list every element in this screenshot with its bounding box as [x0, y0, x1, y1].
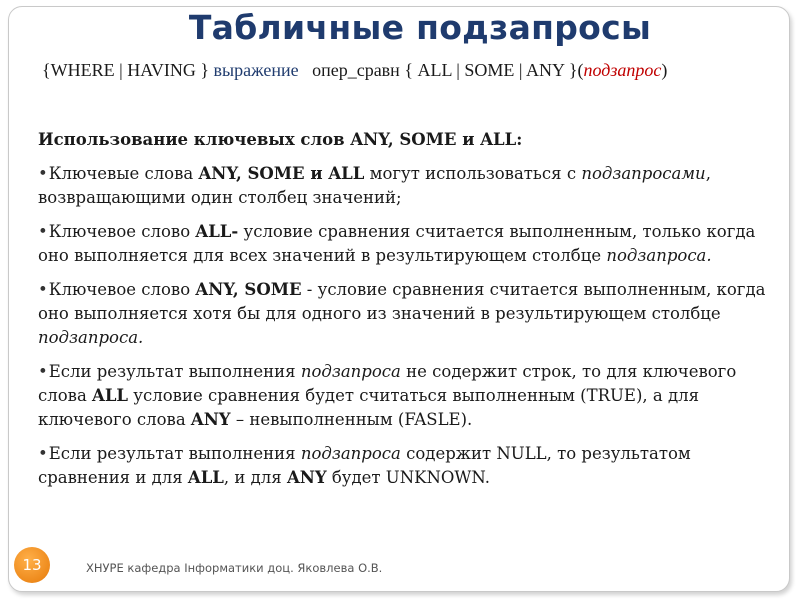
bullet-icon: •: [38, 280, 48, 299]
syntax-all: ALL: [417, 60, 452, 80]
syntax-subquery: подзапрос: [583, 60, 662, 80]
bullet-item: •Ключевое слово ANY, SOME - условие сравнения считается выполненным, когда оно выполняется хотя бы для одного из значений в результирующем столбце подзапроса.: [38, 280, 766, 347]
bullet-icon: •: [38, 444, 48, 463]
bullet-item: •Если результат выполнения подзапроса не содержит строк, то для ключевого слова ALL условие сравнения будет считаться выполненным (TRUE), а для ключевого слова ANY – невыполненным (FASLE).: [38, 362, 737, 429]
syntax-some: SOME: [464, 60, 515, 80]
bullet-item: •Ключевое слово ALL- условие сравнения считается выполненным, только когда оно выполняется для всех значений в результирующем столбце подзапроса.: [38, 222, 756, 265]
bullet-icon: •: [38, 362, 48, 381]
slide-content: [38, 128, 768, 500]
slide-title: Табличные подзапросы: [188, 8, 652, 47]
bullet-icon: •: [38, 222, 48, 241]
syntax-where: WHERE: [50, 60, 115, 80]
bullet-item: •Если результат выполнения подзапроса содержит NULL, то результатом сравнения и для ALL, и для ANY будет UNKNOWN.: [38, 444, 691, 487]
syntax-operator: опер_сравн: [312, 60, 400, 80]
bullet-item: •Ключевые слова ANY, SOME и ALL могут использоваться с подзапросами, возвращающими один столбец значений;: [38, 164, 711, 207]
syntax-line: {WHERE | HAVING } выражение опер_сравн { ALL | SOME | ANY }(подзапрос): [42, 60, 668, 80]
syntax-having: HAVING: [127, 60, 196, 80]
content-heading: Использование ключевых слов ANY, SOME и ALL:: [38, 130, 523, 149]
page-number-badge: 13: [14, 547, 50, 583]
syntax-any: ANY: [526, 60, 565, 80]
footer-text: ХНУРЕ кафедра Інформатики доц. Яковлева О.В.: [86, 561, 383, 575]
bullet-icon: •: [38, 164, 48, 183]
syntax-expression: выражение: [209, 60, 299, 80]
